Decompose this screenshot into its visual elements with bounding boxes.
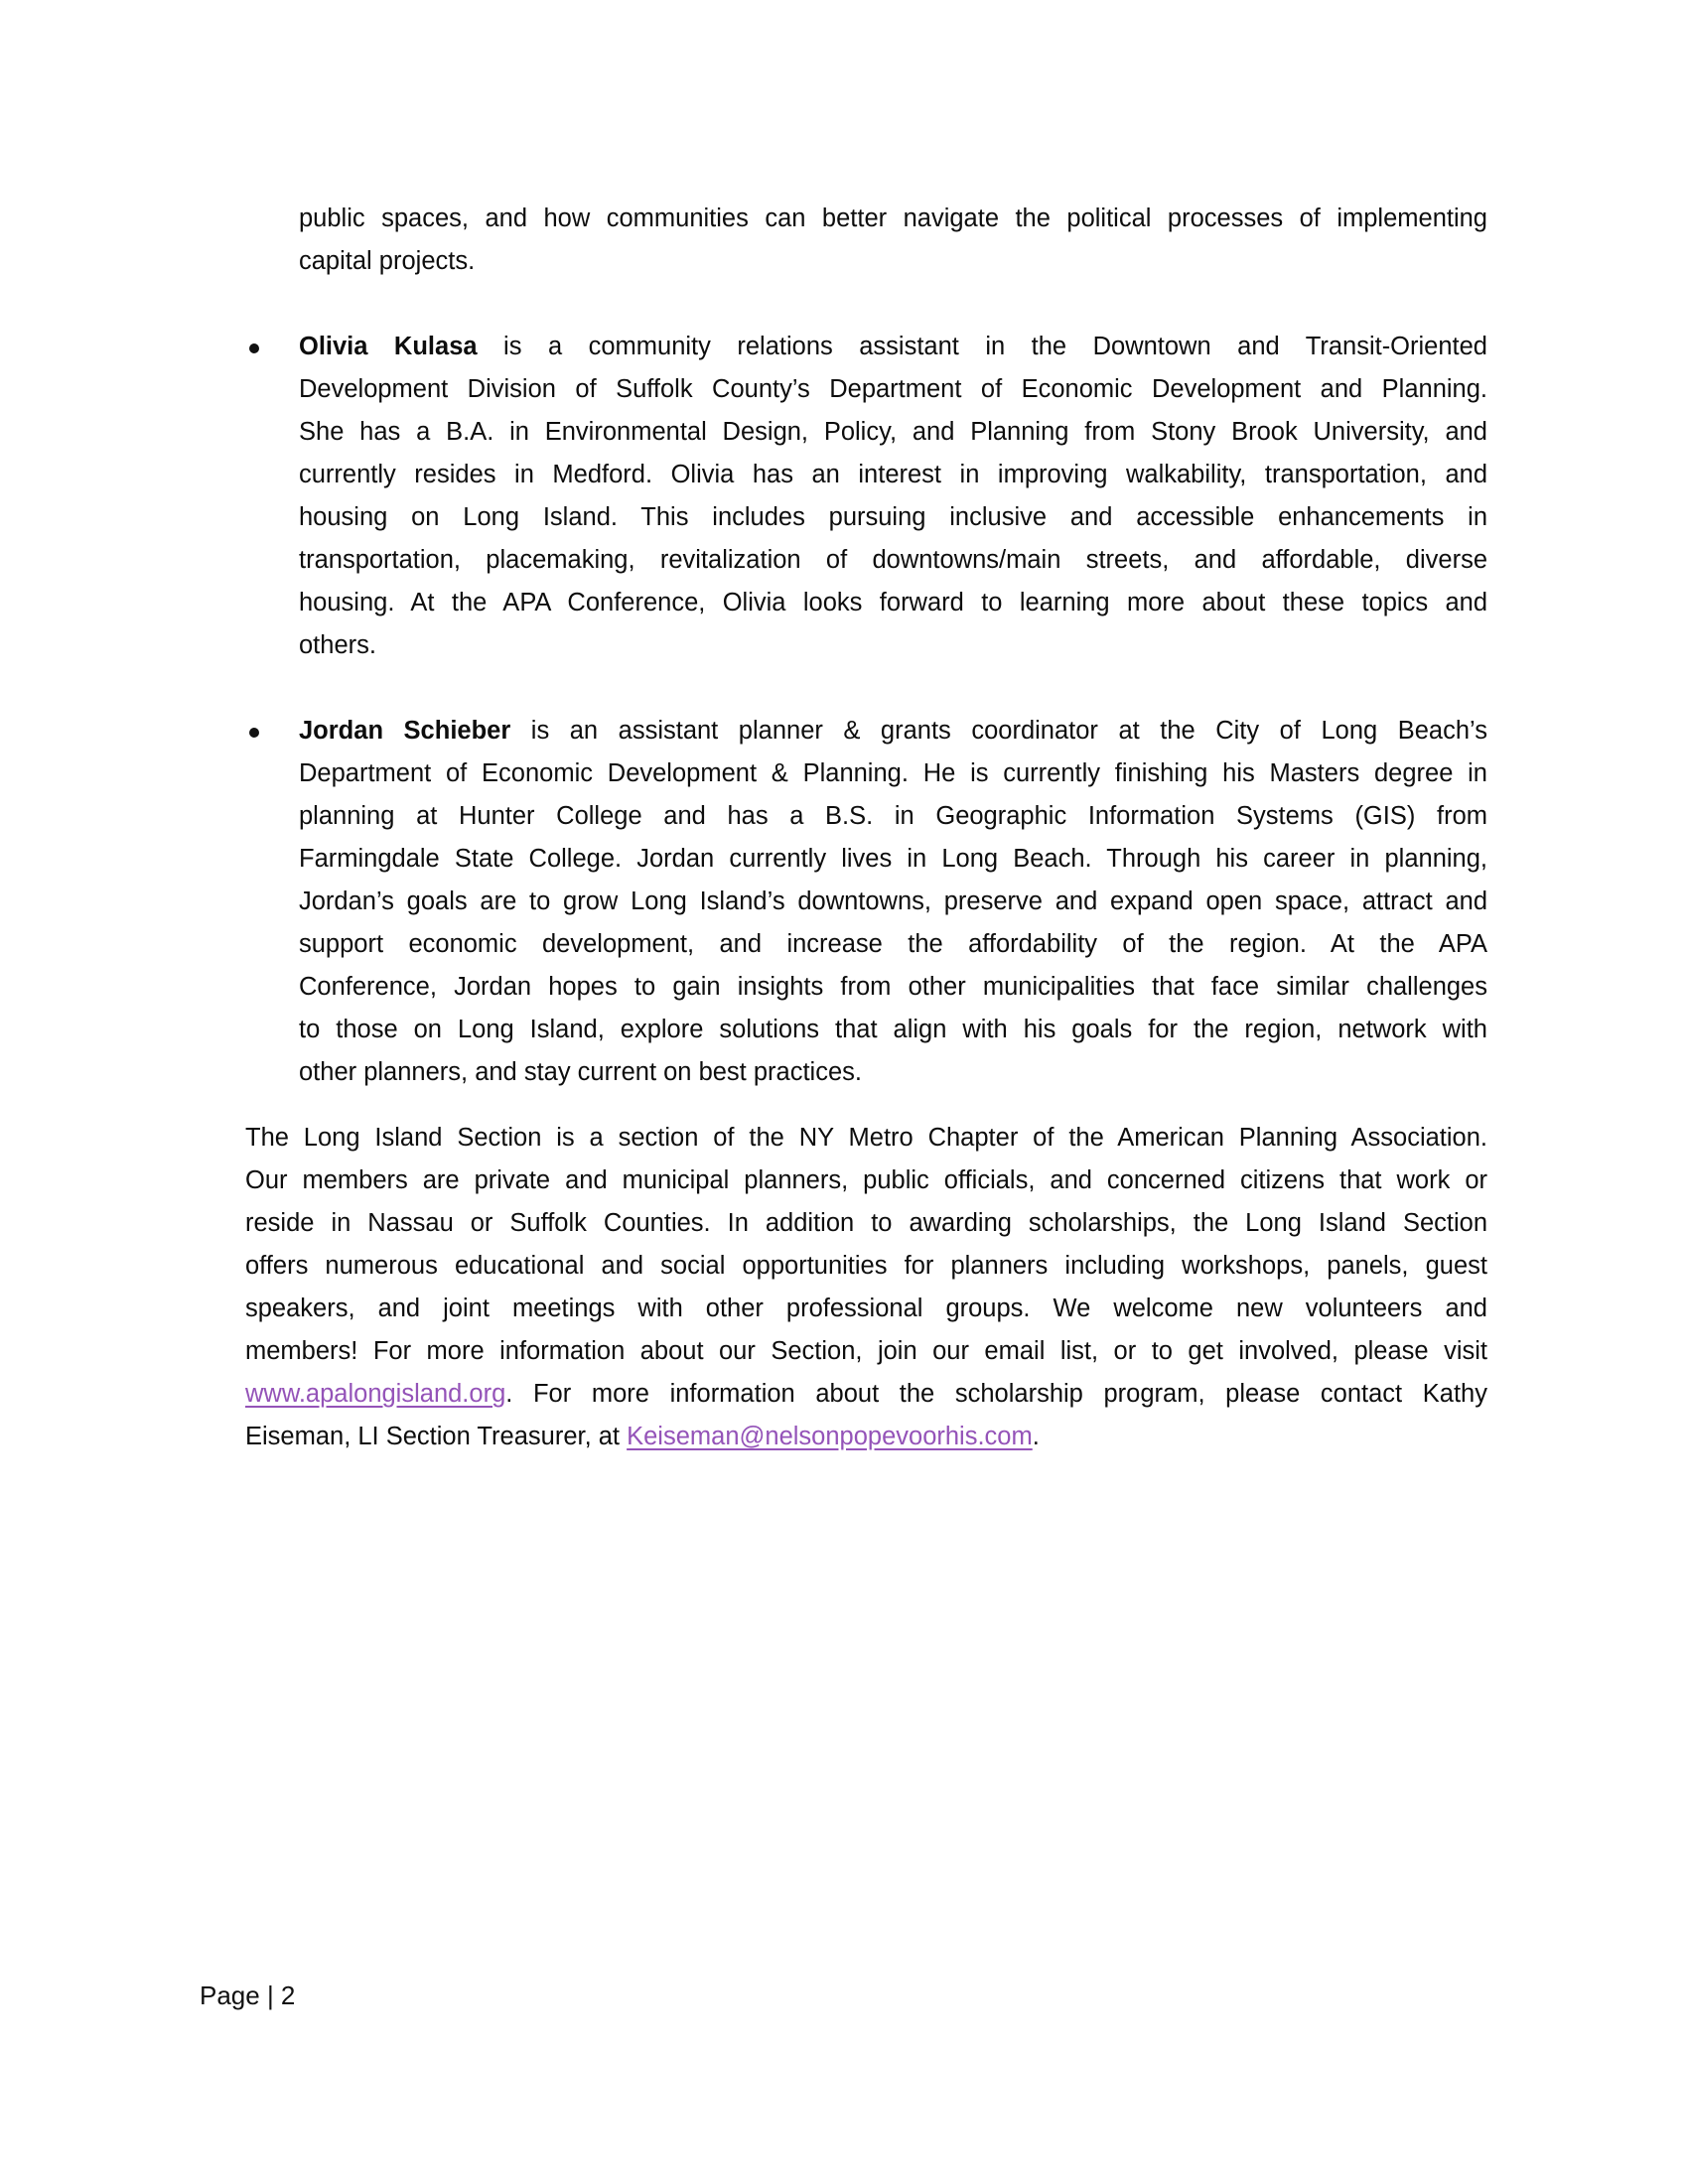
text-line: Farmingdale State College. Jordan currently lives in Long Beach. Through his career in planning, <box>299 845 1487 873</box>
text-line: Conference, Jordan hopes to gain insights from other municipalities that face similar challenges <box>299 973 1487 1001</box>
text-line: The Long Island Section is a section of the NY Metro Chapter of the American Planning Association. <box>245 1124 1487 1152</box>
website-link[interactable]: www.apalongisland.org <box>245 1380 506 1408</box>
bullet-icon <box>249 343 259 353</box>
text-line: www.apalongisland.org. For more information about the scholarship program, please contact Kathy <box>245 1380 1487 1408</box>
about-section-paragraph <box>245 1117 1487 1458</box>
bullet-item-olivia <box>299 326 1487 667</box>
text-line: support economic development, and increase the affordability of the region. At the APA <box>299 930 1487 958</box>
page-number-footer: Page | 2 <box>200 1980 296 2010</box>
text-line: Eiseman, LI Section Treasurer, at Keiseman@nelsonpopevoorhis.com. <box>245 1423 1040 1450</box>
text-line: to those on Long Island, explore solutions that align with his goals for the region, network with <box>299 1016 1487 1043</box>
email-link[interactable]: Keiseman@nelsonpopevoorhis.com <box>627 1423 1033 1450</box>
text-line: Department of Economic Development & Planning. He is currently finishing his Masters degree in <box>299 759 1487 787</box>
text-line: She has a B.A. in Environmental Design, Policy, and Planning from Stony Brook University, and <box>299 418 1487 446</box>
text-line: housing on Long Island. This includes pursuing inclusive and accessible enhancements in <box>299 503 1487 531</box>
text-line: Our members are private and municipal planners, public officials, and concerned citizens that work or <box>245 1166 1487 1194</box>
text-line: reside in Nassau or Suffolk Counties. In addition to awarding scholarships, the Long Island Section <box>245 1209 1487 1237</box>
text-line: capital projects. <box>299 247 476 275</box>
text-line: offers numerous educational and social opportunities for planners including workshops, panels, guest <box>245 1252 1487 1280</box>
text-line: Olivia Kulasa is a community relations assistant in the Downtown and Transit-Oriented <box>299 333 1487 360</box>
text-line: transportation, placemaking, revitalization of downtowns/main streets, and affordable, diverse <box>299 546 1487 574</box>
text-line: Jordan Schieber is an assistant planner & grants coordinator at the City of Long Beach’s <box>299 717 1487 745</box>
person-name: Olivia Kulasa <box>299 333 478 360</box>
text-line: members! For more information about our Section, join our email list, or to get involved, please visit <box>245 1337 1487 1365</box>
text-line: others. <box>299 631 376 659</box>
text-line: speakers, and joint meetings with other professional groups. We welcome new volunteers and <box>245 1295 1487 1322</box>
text-line: public spaces, and how communities can better navigate the political processes of implementing <box>299 205 1487 232</box>
text-line: Development Division of Suffolk County’s Department of Economic Development and Planning. <box>299 375 1487 403</box>
text-line: planning at Hunter College and has a B.S. in Geographic Information Systems (GIS) from <box>299 802 1487 830</box>
text-line: other planners, and stay current on best practices. <box>299 1058 862 1086</box>
continuation-paragraph <box>299 198 1487 283</box>
bullet-icon <box>249 728 259 738</box>
text-line: Jordan’s goals are to grow Long Island’s downtowns, preserve and expand open space, attract and <box>299 887 1487 915</box>
person-name: Jordan Schieber <box>299 717 511 745</box>
text-line: housing. At the APA Conference, Olivia looks forward to learning more about these topics and <box>299 589 1487 616</box>
bullet-item-jordan <box>299 710 1487 1094</box>
text-line: currently resides in Medford. Olivia has an interest in improving walkability, transportation, and <box>299 461 1487 488</box>
